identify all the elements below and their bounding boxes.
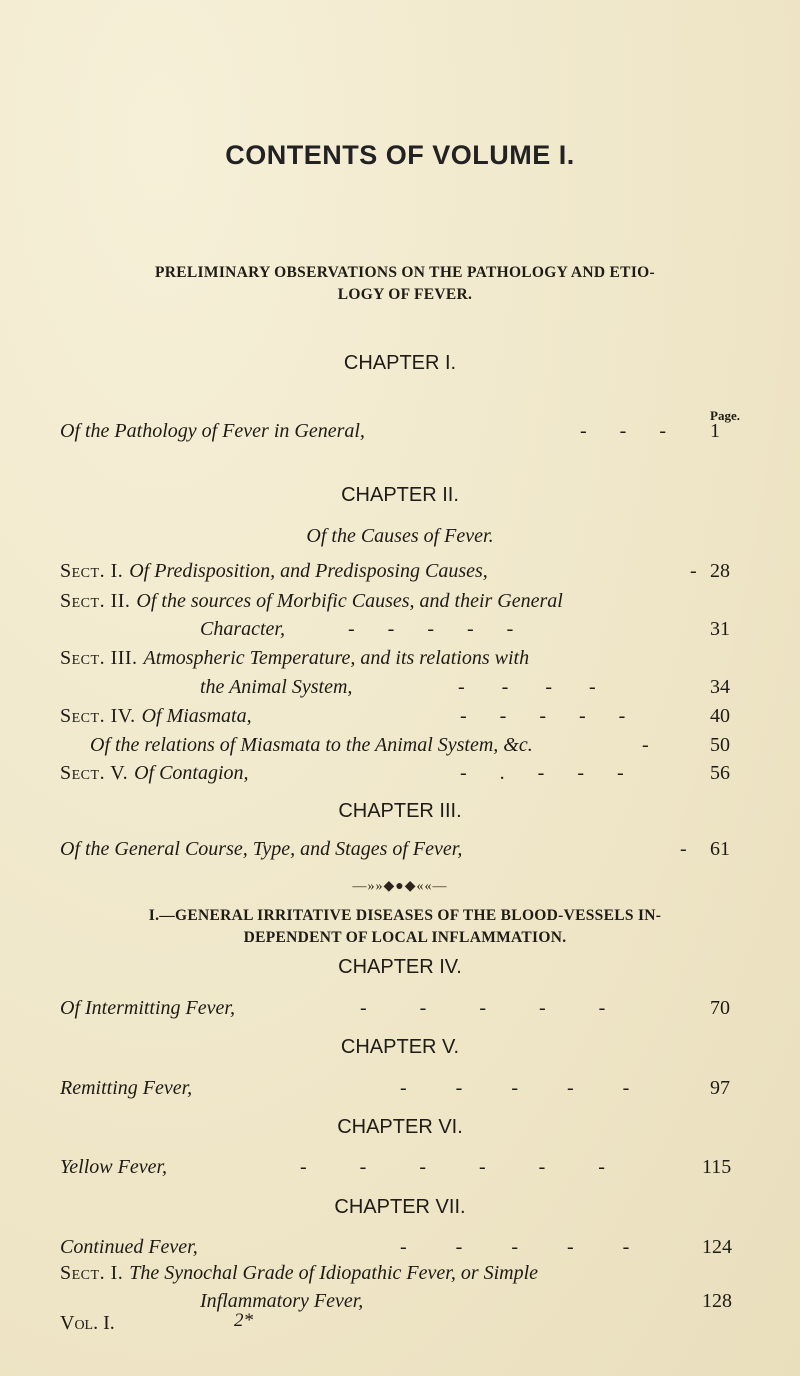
part-1-heading-line2: DEPENDENT OF LOCAL INFLAMMATION. <box>243 929 567 946</box>
page-number: 97 <box>710 1077 730 1099</box>
toc-entry-title: Of the sources of Morbific Causes, and their General <box>136 590 563 612</box>
chapter-6-heading: CHAPTER VI. <box>337 1116 463 1138</box>
page-number: 70 <box>710 997 730 1019</box>
section-label: Sect. V. <box>60 762 129 784</box>
toc-entry-title: Of the General Course, Type, and Stages of Fever, <box>60 838 463 860</box>
toc-entry-sect-2[interactable] <box>60 590 760 613</box>
dot-leader: - <box>690 560 711 582</box>
dot-leader: - - - - <box>458 676 612 698</box>
page-number: 124 <box>702 1236 732 1258</box>
page-number: 28 <box>710 560 730 582</box>
dot-leader: - <box>680 838 701 860</box>
page-number: 40 <box>710 705 730 727</box>
dot-leader: - <box>642 734 663 756</box>
toc-entry-sect-5[interactable] <box>60 762 760 785</box>
toc-entry-title: Of the relations of Miasmata to the Animal System, &c. <box>90 734 533 756</box>
dot-leader: - . - - - <box>460 762 638 784</box>
toc-entry-ch4[interactable] <box>60 997 760 1020</box>
dot-leader: - - - - - <box>400 1077 652 1099</box>
dot-leader: - - - - - <box>400 1236 652 1258</box>
page-title: CONTENTS OF VOLUME I. <box>225 140 575 170</box>
preliminary-heading-line2: LOGY OF FEVER. <box>337 286 473 303</box>
section-label: Sect. IV. <box>60 705 136 727</box>
toc-entry-title: Continued Fever, <box>60 1236 198 1258</box>
page-number: 128 <box>702 1290 732 1312</box>
toc-entry-sect-4[interactable] <box>60 705 760 728</box>
chapter-7-heading: CHAPTER VII. <box>334 1196 466 1218</box>
toc-entry-ch3[interactable] <box>60 838 760 861</box>
toc-entry-miasmata-relations[interactable] <box>90 734 790 757</box>
chapter-2-heading: CHAPTER II. <box>341 484 459 506</box>
printer-signature: 2* <box>234 1310 253 1331</box>
page-number: 50 <box>710 734 730 756</box>
toc-entry-continuation: Character, <box>200 618 285 640</box>
page-number: 56 <box>710 762 730 784</box>
toc-entry-title: Atmospheric Temperature, and its relations with <box>143 647 530 669</box>
toc-entry-title: Of the Pathology of Fever in General, <box>60 420 365 442</box>
toc-entry-sect-1[interactable] <box>60 560 760 583</box>
toc-entry-title: Of Predisposition, and Predisposing Causes, <box>129 560 488 582</box>
part-1-heading <box>60 905 750 949</box>
ornament-divider: —»»◆●◆««— <box>352 879 448 894</box>
section-label: Sect. III. <box>60 647 138 669</box>
page-number: 61 <box>710 838 730 860</box>
page-number: 1 <box>710 420 720 442</box>
toc-entry-title: Remitting Fever, <box>60 1077 193 1099</box>
toc-entry-title: Of Miasmata, <box>141 705 252 727</box>
toc-entry-title: Yellow Fever, <box>60 1156 168 1178</box>
dot-leader: - - - - - <box>348 618 528 640</box>
page-number: 115 <box>702 1156 732 1178</box>
toc-entry-ch7[interactable] <box>60 1236 760 1259</box>
chapter-1-heading: CHAPTER I. <box>343 352 457 374</box>
toc-entry-ch7-sect-1[interactable] <box>60 1262 760 1285</box>
dot-leader: - - - <box>580 420 680 442</box>
dot-leader: - - - - - <box>460 705 640 727</box>
page-number: 34 <box>710 676 730 698</box>
section-label: Sect. II. <box>60 590 131 612</box>
chapter-5-heading: CHAPTER V. <box>340 1036 460 1058</box>
dot-leader: - - - - - <box>360 997 630 1019</box>
page-column-label: Page. <box>710 408 740 423</box>
toc-entry-ch5[interactable] <box>60 1077 760 1100</box>
toc-entry-continuation: the Animal System, <box>200 676 353 698</box>
preliminary-heading-line1: PRELIMINARY OBSERVATIONS ON THE PATHOLOGY AND ETIO- <box>155 264 655 281</box>
toc-entry-title: Of Intermitting Fever, <box>60 997 235 1019</box>
chapter-2-subtitle: Of the Causes of Fever. <box>306 525 494 547</box>
toc-entry-sect-3[interactable] <box>60 647 760 670</box>
toc-entry-ch1[interactable] <box>60 420 760 443</box>
page-number: 31 <box>710 618 730 640</box>
preliminary-heading <box>60 262 750 306</box>
toc-entry-title: Of Contagion, <box>134 762 249 784</box>
volume-signature: Vol. I. <box>60 1312 115 1334</box>
chapter-3-heading: CHAPTER III. <box>338 800 462 822</box>
section-label: Sect. I. <box>60 1262 124 1284</box>
toc-entry-continuation: Inflammatory Fever, <box>200 1290 364 1312</box>
dot-leader: - - - - - - <box>300 1156 629 1178</box>
part-1-heading-line1: I.—GENERAL IRRITATIVE DISEASES OF THE BLOOD-VESSELS IN- <box>148 907 662 924</box>
section-label: Sect. I. <box>60 560 124 582</box>
chapter-4-heading: CHAPTER IV. <box>338 956 462 978</box>
toc-entry-ch6[interactable] <box>60 1156 760 1179</box>
toc-entry-title: The Synochal Grade of Idiopathic Fever, or Simple <box>129 1262 539 1284</box>
